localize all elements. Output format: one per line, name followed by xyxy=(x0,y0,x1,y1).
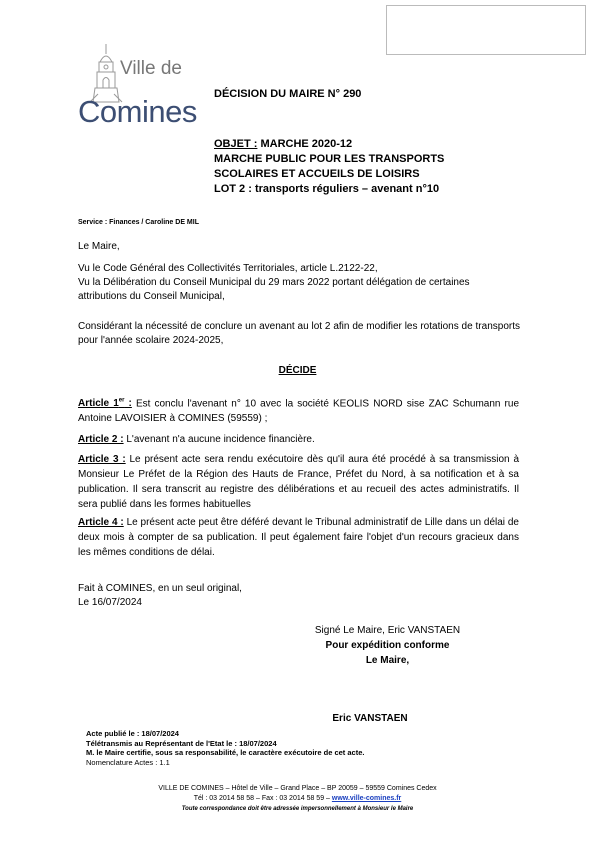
considerant-paragraph: Considérant la nécessité de conclure un avenant au lot 2 afin de modifier les rotations de transports pour l'année scolaire 2024-2025, xyxy=(78,321,520,346)
article-1 xyxy=(78,394,519,426)
pour-expedition: Pour expédition conforme xyxy=(325,640,450,651)
footer-correspondance: Toute correspondance doit être adressée impersonnellement à Monsieur le Maire xyxy=(181,806,414,812)
decision-title: DÉCISION DU MAIRE N° 290 xyxy=(214,88,362,100)
objet-line-2: MARCHE PUBLIC POUR LES TRANSPORTS xyxy=(214,153,445,165)
logo-ville-de-text: Ville de xyxy=(120,58,182,79)
article-2-text: L'avenant n'a aucune incidence financière. xyxy=(123,434,315,445)
acte-certifie: M. le Maire certifie, sous sa responsabilité, le caractère exécutoire de cet acte. xyxy=(86,748,365,757)
acte-teletransmis: Télétransmis au Représentant de l'Etat le : 18/07/2024 xyxy=(86,738,277,748)
signe-le-maire: Signé Le Maire, Eric VANSTAEN xyxy=(314,625,461,636)
article-4-text: Le présent acte peut être déféré devant le Tribunal administratif de Lille dans un délai de deux mois à compter de sa publication. Il peut également faire l'objet d'un recours gracieux dans les mêmes conditions de délai. xyxy=(78,517,519,558)
vu-block xyxy=(78,262,518,304)
service-line: Service : Finances / Caroline DE MIL xyxy=(78,219,199,226)
article-1-text: Est conclu l'avenant n° 10 avec la société KEOLIS NORD sise ZAC Schumann rue Antoine LAVOISIER à COMINES (59559) ; xyxy=(78,398,520,425)
signature-block xyxy=(300,623,475,668)
acte-nomenclature: Nomenclature Actes : 1.1 xyxy=(86,757,170,767)
objet-label: OBJET : xyxy=(214,138,258,150)
article-3-text: Le présent acte sera rendu exécutoire dès qu'il aura été procédé à sa transmission à Monsieur Le Préfet de la Région des Hauts de France, Préfet du Nord, à sa notification et à sa publication. Il sera transcrit au registre des délibérations et au recueil des actes administratifs. Il sera publié dans les formes habituelles xyxy=(78,454,520,510)
vu-code: Vu le Code Général des Collectivités Territoriales, article L.2122-22, xyxy=(78,263,378,274)
intro-le-maire: Le Maire, xyxy=(78,241,120,252)
article-2 xyxy=(78,432,519,447)
article-2-label: Article 2 : xyxy=(78,434,124,445)
objet-line-4: LOT 2 : transports réguliers – avenant n°10 xyxy=(214,183,440,195)
footer-tel: Tél : 03 2014 58 58 – Fax : 03 2014 58 59 – xyxy=(193,795,332,802)
le-maire-label: Le Maire, xyxy=(365,655,410,666)
article-4-label: Article 4 : xyxy=(78,517,124,528)
footer-website-link[interactable]: www.ville-comines.fr xyxy=(331,795,402,802)
objet-block xyxy=(214,137,444,197)
fait-block xyxy=(78,582,242,610)
ville-de-comines-logo xyxy=(78,44,197,132)
page-footer xyxy=(0,784,595,814)
signatory-name: Eric VANSTAEN xyxy=(332,713,408,724)
date-line: Le 16/07/2024 xyxy=(78,597,142,608)
footer-address: VILLE DE COMINES – Hôtel de Ville – Grand Place – BP 20059 – 59559 Comines Cedex xyxy=(158,785,437,792)
fait-a-comines: Fait à COMINES, en un seul original, xyxy=(78,583,242,594)
logo-comines-text: Comines xyxy=(78,94,197,129)
article-3-label: Article 3 : xyxy=(78,454,126,465)
acte-publie: Acte publié le : 18/07/2024 xyxy=(86,729,179,738)
footer-contact xyxy=(0,794,595,804)
objet-marche: MARCHE 2020-12 xyxy=(257,138,353,150)
objet-line-3: SCOLAIRES ET ACCUEILS DE LOISIRS xyxy=(214,168,420,180)
stamp-box xyxy=(386,5,586,55)
article-3 xyxy=(78,452,519,512)
article-1-label: Article 1er : xyxy=(78,398,132,410)
acte-metadata xyxy=(86,729,364,767)
article-4 xyxy=(78,515,519,560)
decide-heading: DÉCIDE xyxy=(278,365,317,376)
vu-deliberation: Vu la Délibération du Conseil Municipal du 29 mars 2022 portant délégation de certaines attributions du Conseil Municipal, xyxy=(78,277,470,302)
